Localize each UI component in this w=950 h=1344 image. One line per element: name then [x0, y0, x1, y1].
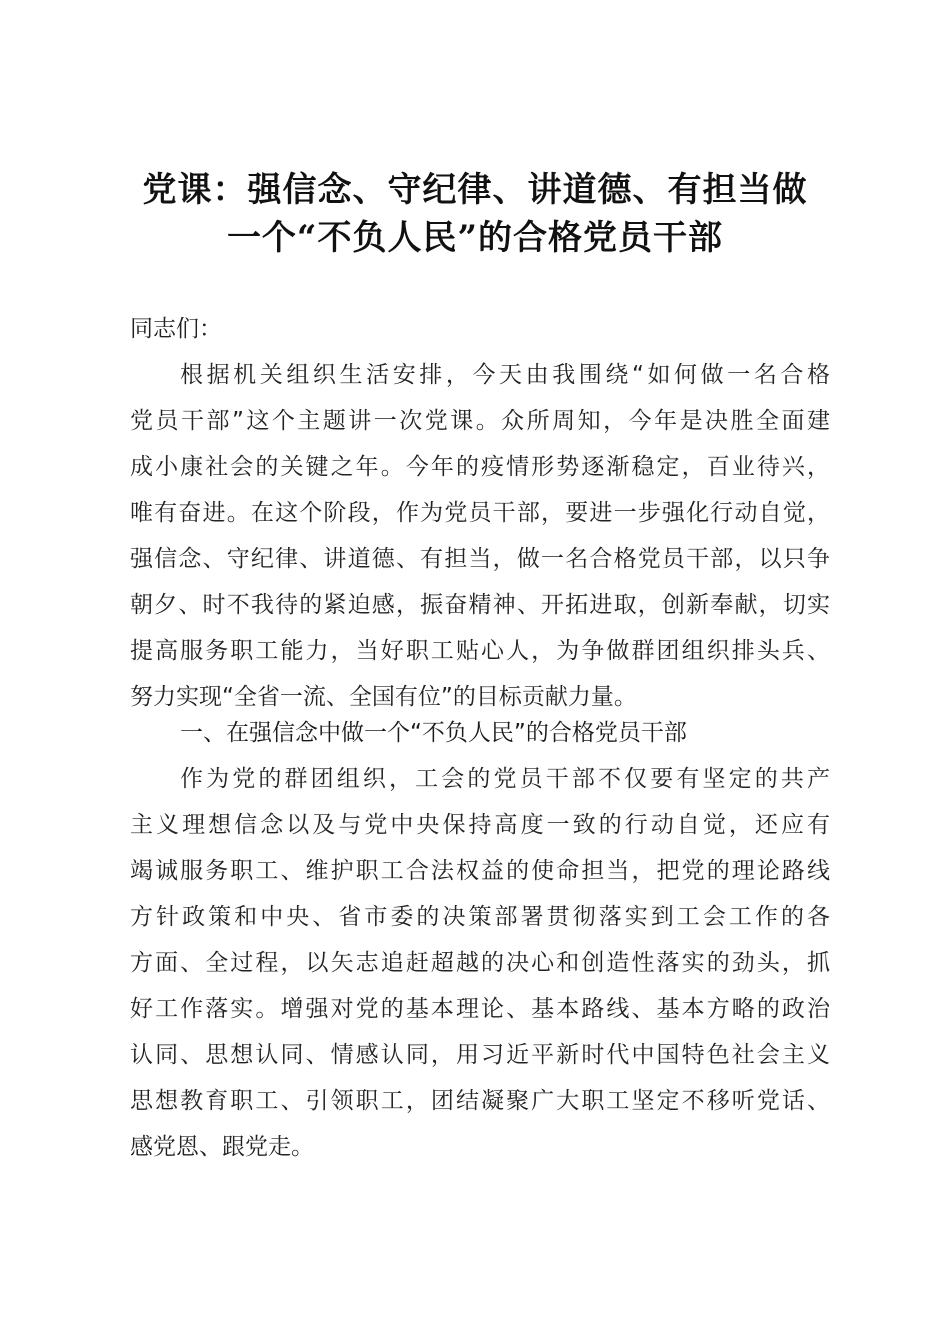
- paragraph-2-line-8: 思想教育职工、引领职工，团结凝聚广大职工坚定不移听党话、: [130, 1088, 830, 1114]
- paragraph-1-line-4: 唯有奋进。在这个阶段，作为党员干部，要进一步强化行动自觉，: [130, 500, 830, 526]
- paragraph-1-line-5: 强信念、守纪律、讲道德、有担当，做一名合格党员干部，以只争: [130, 546, 830, 572]
- paragraph-2-line-7: 认同、思想认同、情感认同，用习近平新时代中国特色社会主义: [130, 1042, 830, 1068]
- paragraph-1-line-7: 提高服务职工能力，当好职工贴心人，为争做群团组织排头兵、: [130, 638, 830, 664]
- paragraph-1-line-2: 党员干部”这个主题讲一次党课。众所周知，今年是决胜全面建: [130, 408, 830, 434]
- paragraph-1-line-6: 朝夕、时不我待的紧迫感，振奋精神、开拓进取，创新奉献，切实: [130, 592, 830, 618]
- salutation: 同志们：: [130, 316, 222, 342]
- paragraph-2-line-5: 方面、全过程，以矢志追赶超越的决心和创造性落实的劲头，抓: [130, 950, 830, 976]
- section-1-heading: 一、在强信念中做一个“不负人民”的合格党员干部: [180, 720, 687, 746]
- paragraph-2-line-4: 方针政策和中央、省市委的决策部署贯彻落实到工会工作的各: [130, 904, 830, 930]
- paragraph-2-line-6: 好工作落实。增强对党的基本理论、基本路线、基本方略的政治: [130, 996, 830, 1022]
- paragraph-2-line-9: 感党恩、跟党走。: [130, 1134, 314, 1160]
- paragraph-2-line-3: 竭诚服务职工、维护职工合法权益的使命担当，把党的理论路线: [130, 858, 830, 884]
- paragraph-1-line-8: 努力实现“全省一流、全国有位”的目标贡献力量。: [130, 684, 637, 710]
- document-title-line-2: 一个“不负人民”的合格党员干部: [226, 218, 724, 258]
- document-title-line-1: 党课：强信念、守纪律、讲道德、有担当做: [142, 170, 808, 210]
- paragraph-2-line-1: 作为党的群团组织，工会的党员干部不仅要有坚定的共产: [180, 766, 830, 792]
- paragraph-1-line-1: 根据机关组织生活安排，今天由我围绕“如何做一名合格: [180, 362, 830, 388]
- paragraph-1-line-3: 成小康社会的关键之年。今年的疫情形势逐渐稳定，百业待兴，: [130, 454, 830, 480]
- paragraph-2-line-2: 主义理想信念以及与党中央保持高度一致的行动自觉，还应有: [130, 812, 830, 838]
